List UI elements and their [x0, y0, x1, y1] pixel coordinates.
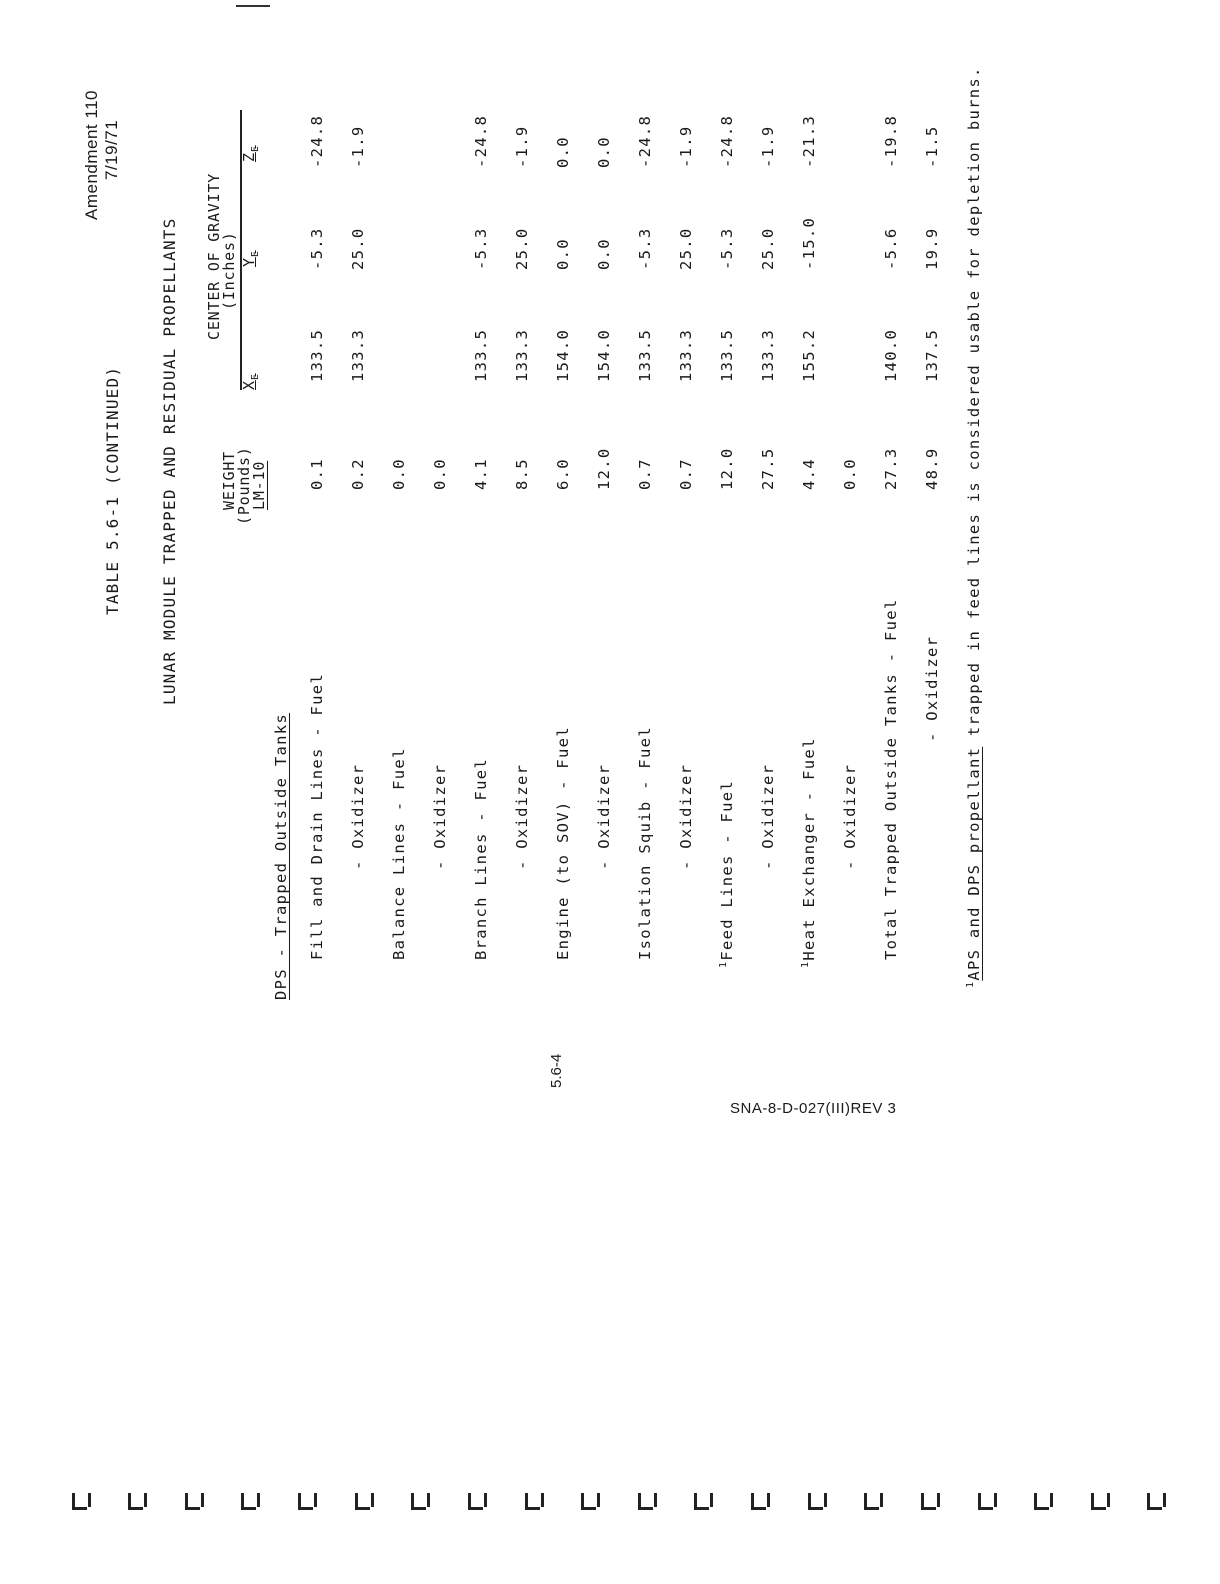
xe-cell: 137.5 — [923, 328, 941, 382]
weight-header-2: (Pounds) — [235, 446, 253, 525]
xe-cell: 133.3 — [677, 328, 695, 382]
weight-cell: 12.0 — [718, 447, 736, 490]
binder-tab — [581, 1493, 596, 1510]
ye-cell: -15.0 — [800, 216, 818, 270]
row-label — [308, 673, 326, 960]
binder-tab — [751, 1493, 766, 1510]
weight-cell: 0.2 — [349, 458, 367, 490]
row-label-text: Isolation Squib - Fuel — [636, 726, 654, 960]
ze-cell: -24.8 — [636, 114, 654, 168]
row-label — [677, 764, 695, 870]
ye-cell: 25.0 — [513, 227, 531, 270]
binder-tab — [468, 1493, 483, 1510]
weight-cell: 4.1 — [472, 458, 490, 490]
binder-tab — [808, 1493, 823, 1510]
table-title: TABLE 5.6-1 (CONTINUED) — [103, 365, 122, 615]
xe-cell: 133.3 — [513, 328, 531, 382]
xe-cell: 154.0 — [595, 328, 613, 382]
row-label — [636, 726, 654, 960]
ze-cell: -1.9 — [513, 125, 531, 168]
xe-header: $X_E$ — [240, 373, 261, 390]
row-label — [800, 737, 818, 968]
binder-tab — [128, 1493, 143, 1510]
row-label — [390, 747, 408, 960]
footnote-ref: 1 — [718, 960, 729, 968]
weight-cell: 27.3 — [882, 447, 900, 490]
footnote-underlined: APS and DPS propellant — [965, 746, 983, 981]
ye-cell: 25.0 — [349, 227, 367, 270]
row-label — [554, 726, 572, 960]
ze-header: $Z_E$ — [240, 145, 261, 162]
weight-cell: 6.0 — [554, 458, 572, 490]
weight-header-1: WEIGHT — [220, 451, 238, 510]
row-label-text: - Oxidizer — [923, 635, 941, 742]
weight-cell: 0.7 — [636, 458, 654, 490]
xe-cell: 155.2 — [800, 328, 818, 382]
row-label — [882, 599, 900, 960]
ye-cell: -5.3 — [636, 227, 654, 270]
row-label-text: - Oxidizer — [595, 763, 613, 870]
binder-tab — [298, 1493, 313, 1510]
ye-cell: -5.3 — [472, 227, 490, 270]
binder-tab — [525, 1493, 540, 1510]
footnote — [965, 66, 983, 988]
footnote-marker: 1 — [965, 980, 976, 988]
ze-cell: -1.9 — [349, 125, 367, 168]
ye-cell: 19.9 — [923, 227, 941, 270]
weight-cell: 0.0 — [390, 458, 408, 490]
footnote-ref: 1 — [800, 960, 811, 968]
row-label — [718, 780, 736, 968]
row-label-text: - Oxidizer — [759, 763, 777, 870]
ze-cell: -24.8 — [472, 114, 490, 168]
binder-tab — [241, 1493, 256, 1510]
binder-tab — [694, 1493, 709, 1510]
xe-cell: 133.5 — [308, 328, 326, 382]
amendment-line-1: Amendment 110 — [82, 90, 101, 220]
ze-cell: -24.8 — [308, 114, 326, 168]
weight-cell: 27.5 — [759, 447, 777, 490]
binder-tab — [1091, 1493, 1106, 1510]
row-label-text: - Oxidizer — [349, 763, 367, 870]
ze-cell: -1.9 — [759, 125, 777, 168]
row-label-text: Total Trapped Outside Tanks - Fuel — [882, 598, 900, 960]
row-label-text: Fill and Drain Lines - Fuel — [308, 672, 326, 960]
section-heading: DPS - Trapped Outside Tanks — [272, 712, 290, 1000]
ye-cell: 25.0 — [759, 227, 777, 270]
table-subtitle: LUNAR MODULE TRAPPED AND RESIDUAL PROPELLANTS — [160, 217, 179, 705]
binder-tab — [921, 1493, 936, 1510]
weight-cell: 4.4 — [800, 458, 818, 490]
row-label — [349, 764, 367, 870]
binder-tab — [72, 1493, 87, 1510]
row-label — [759, 764, 777, 870]
binder-tab — [978, 1493, 993, 1510]
row-label-text: - Oxidizer — [431, 763, 449, 870]
row-label — [595, 764, 613, 870]
row-label-text: Engine (to SOV) - Fuel — [554, 726, 572, 960]
weight-header-3: LM-10 — [250, 460, 268, 510]
row-label-text: - Oxidizer — [677, 763, 695, 870]
row-label — [472, 758, 490, 960]
ye-cell: 25.0 — [677, 227, 695, 270]
row-label-text: Branch Lines - Fuel — [472, 757, 490, 960]
rotated-page-content — [60, 40, 1000, 1000]
weight-cell: 48.9 — [923, 447, 941, 490]
weight-cell: 8.5 — [513, 458, 531, 490]
weight-cell: 0.0 — [841, 458, 859, 490]
ze-cell: -1.9 — [677, 125, 695, 168]
ze-cell: 0.0 — [554, 136, 572, 168]
footnote-text: trapped in feed lines is considered usable for depletion burns. — [965, 66, 983, 747]
xe-cell: 133.3 — [759, 328, 777, 382]
weight-cell: 12.0 — [595, 447, 613, 490]
ye-cell: -5.6 — [882, 227, 900, 270]
binder-tab — [864, 1493, 879, 1510]
row-label-text: Heat Exchanger - Fuel — [800, 737, 818, 961]
ze-cell: -24.8 — [718, 114, 736, 168]
row-label-text: Feed Lines - Fuel — [718, 779, 736, 961]
doc-id: SNA-8-D-027(III)REV 3 — [730, 1100, 897, 1117]
binder-tab — [185, 1493, 200, 1510]
weight-cell: 0.0 — [431, 458, 449, 490]
binder-tab — [355, 1493, 370, 1510]
ye-cell: -5.3 — [718, 227, 736, 270]
page-number: 5.6-4 — [548, 1053, 565, 1088]
row-label — [513, 764, 531, 870]
row-label-text: - Oxidizer — [841, 763, 859, 870]
xe-cell: 133.5 — [636, 328, 654, 382]
row-label — [841, 764, 859, 870]
weight-cell: 0.7 — [677, 458, 695, 490]
ze-cell: -1.5 — [923, 125, 941, 168]
ye-cell: 0.0 — [554, 238, 572, 270]
ze-cell: -21.3 — [800, 114, 818, 168]
ze-cell: -19.8 — [882, 114, 900, 168]
xe-cell: 154.0 — [554, 328, 572, 382]
amendment-line-2: 7/19/71 — [102, 119, 121, 180]
row-label — [431, 764, 449, 870]
ye-header: $Y_E$ — [240, 250, 261, 267]
xe-cell: 133.5 — [718, 328, 736, 382]
binder-tab — [1147, 1493, 1162, 1510]
xe-cell: 133.3 — [349, 328, 367, 382]
binder-tab — [1034, 1493, 1049, 1510]
binder-tab — [638, 1493, 653, 1510]
cg-header-2: (Inches) — [220, 231, 238, 310]
xe-cell: 140.0 — [882, 328, 900, 382]
top-rule-mark — [236, 5, 270, 7]
binder-tab — [411, 1493, 426, 1510]
row-label — [923, 636, 941, 742]
row-label-text: - Oxidizer — [513, 763, 531, 870]
ye-cell: 0.0 — [595, 238, 613, 270]
row-label-text: Balance Lines - Fuel — [390, 747, 408, 960]
ze-cell: 0.0 — [595, 136, 613, 168]
weight-cell: 0.1 — [308, 458, 326, 490]
ye-cell: -5.3 — [308, 227, 326, 270]
cg-header-1: CENTER OF GRAVITY — [205, 172, 223, 340]
xe-cell: 133.5 — [472, 328, 490, 382]
